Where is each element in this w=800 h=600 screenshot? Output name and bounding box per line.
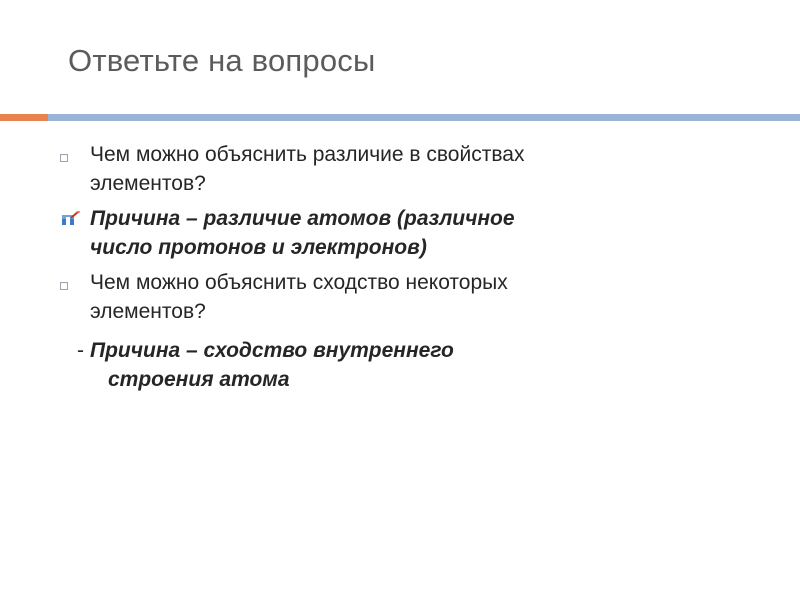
title-divider	[0, 114, 800, 121]
list-item-line-1: Причина – различие атомов (различное	[90, 207, 515, 230]
dash-marker: -	[77, 339, 84, 362]
list-item	[56, 268, 756, 326]
bullet-marker	[56, 204, 90, 236]
list-item-line-2: элементов?	[90, 300, 206, 323]
list-item-dash-line-2: строения атома	[108, 368, 290, 391]
square-bullet-icon	[60, 154, 68, 162]
divider-accent-block	[0, 114, 48, 121]
bullet-marker	[56, 268, 90, 295]
list-item	[56, 204, 756, 262]
list-item-text	[90, 204, 756, 262]
page-title: Ответьте на вопросы	[68, 43, 376, 78]
divider-line	[48, 114, 800, 121]
list-item-line-2: число протонов и электронов)	[90, 236, 427, 259]
list-item-line-2: элементов?	[90, 172, 206, 195]
list-item	[56, 140, 756, 198]
square-bullet-icon	[60, 282, 68, 290]
list-item-line-1: Чем можно объяснить сходство некоторых	[90, 271, 508, 294]
list-item-text	[90, 268, 756, 326]
content-body	[56, 140, 756, 400]
list-item-dash	[56, 336, 756, 394]
pushpin-icon	[60, 211, 80, 229]
list-item-line-1: Чем можно объяснить различие в свойствах	[90, 143, 525, 166]
list-item-dash-text	[90, 336, 756, 394]
bullet-marker	[56, 140, 90, 167]
list-item-text	[90, 140, 756, 198]
list-item-dash-line-1: Причина – сходство внутреннего	[90, 339, 454, 362]
